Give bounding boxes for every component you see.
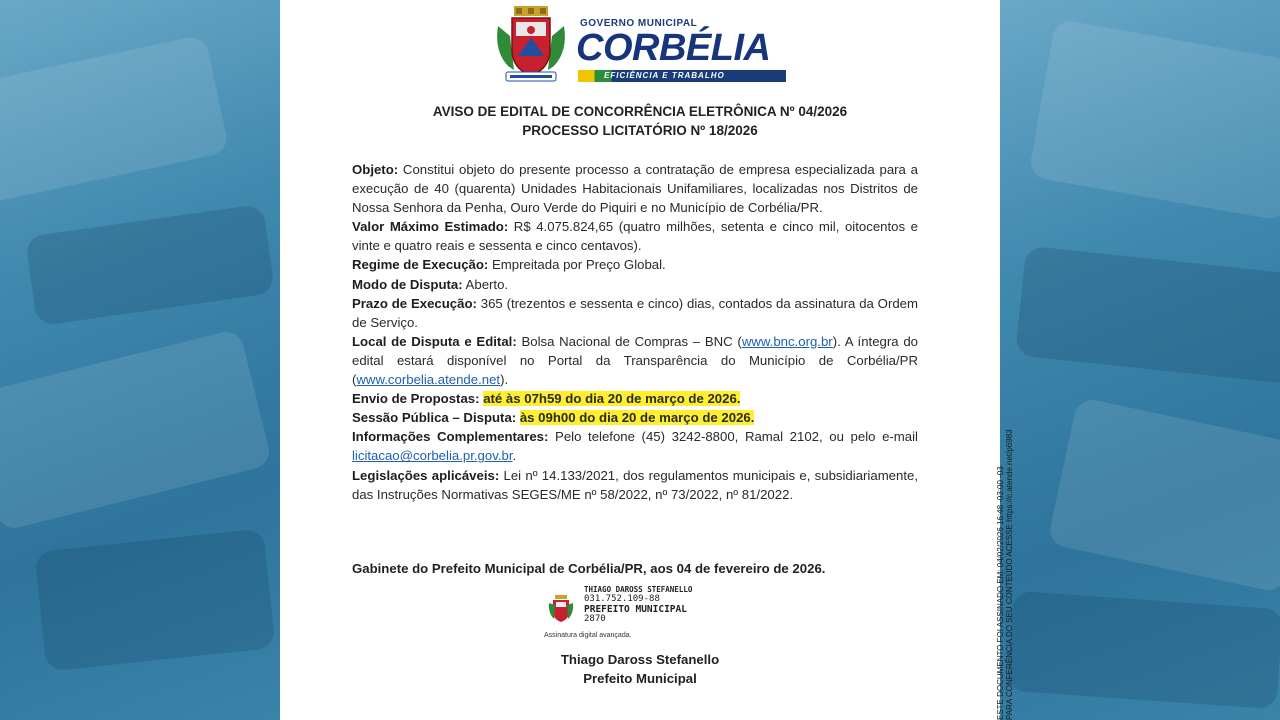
slogan-text: EFICIÊNCIA E TRABALHO [604, 71, 725, 80]
sessao-paragraph [352, 408, 918, 427]
sessao-label: Sessão Pública – Disputa: [352, 410, 517, 426]
closing-line: Gabinete do Prefeito Municipal de Corbélia/PR, aos 04 de fevereiro de 2026. [352, 561, 826, 576]
digital-signature-stamp [544, 585, 744, 645]
local-label: Local de Disputa e Edital: [352, 333, 517, 349]
valor-text: R$ 4.075.824,65 (quatro milhões, setenta e cinco mil, oitocentos e vinte e quatro reais e sessenta e cinco centavos). [352, 219, 918, 254]
email-link[interactable]: licitacao@corbelia.pr.gov.br [352, 448, 513, 464]
info-label: Informações Complementares: [352, 429, 549, 445]
edital-body [352, 160, 918, 504]
gov-label: GOVERNO MUNICIPAL [580, 18, 698, 29]
coat-of-arms-icon [494, 6, 568, 86]
info-end: . [512, 448, 517, 464]
objeto-text: Constitui objeto do presente processo a contratação de empresa especializada para a execução de 40 (quarenta) Unidades Habitacionais Unifamiliares, localizadas nos Distritos de Nossa Senhora da Penha, Ouro Verde do Piquiri e no Município de Corbélia/PR. [352, 162, 918, 216]
side-stamp-line-2: PARA CONFERÊNCIA DO SEU CONTEÚDO ACESSE https://c.atende.net/p6983 [1005, 429, 1014, 720]
regime-label: Regime de Execução: [352, 257, 489, 273]
background-right-panel [1000, 0, 1280, 720]
info-text: Pelo telefone (45) 3242-8800, Ramal 2102, ou pelo e-mail [548, 429, 918, 445]
modo-label: Modo de Disputa: [352, 276, 463, 292]
prazo-paragraph [352, 294, 918, 332]
objeto-paragraph [352, 160, 918, 217]
stamp-code: 2870 [584, 614, 606, 624]
process-title: PROCESSO LICITATÓRIO Nº 18/2026 [522, 123, 758, 138]
legislacao-paragraph [352, 466, 918, 504]
edital-title: AVISO DE EDITAL DE CONCORRÊNCIA ELETRÔNICA Nº 04/2026 [432, 104, 848, 119]
envio-highlight: até às 07h59 do dia 20 de março de 2026. [483, 391, 741, 407]
verification-side-stamp [996, 320, 1014, 720]
objeto-label: Objeto: [352, 162, 399, 177]
side-stamp-line-1: ESTE DOCUMENTO FOI ASSINADO EM: 04/02/2026 16:48 -03:00 -03 [996, 466, 1005, 720]
background-left-panel [0, 0, 280, 720]
modo-text: Aberto. [462, 276, 509, 292]
regime-paragraph [352, 255, 918, 274]
stamp-cpf: 031.752.109-88 [584, 594, 660, 604]
transparency-portal-link[interactable]: www.corbelia.atende.net [356, 372, 501, 388]
prazo-label: Prazo de Execução: [352, 295, 477, 311]
legislacao-label: Legislações aplicáveis: [352, 467, 500, 483]
modo-paragraph [352, 275, 918, 294]
stamp-crest-icon [548, 595, 574, 623]
stamp-role: PREFEITO MUNICIPAL [584, 604, 687, 615]
local-text-1: Bolsa Nacional de Compras – BNC ( [516, 333, 742, 349]
local-text-2: ). A íntegra do edital estará disponível no Portal da Transparência do Município de Corbélia/PR ( [352, 333, 918, 388]
valor-paragraph [352, 217, 918, 255]
edital-document [280, 0, 1000, 720]
signatory-role: Prefeito Municipal [583, 671, 697, 686]
stamp-name: THIAGO DAROSS STEFANELLO [584, 585, 693, 594]
valor-label: Valor Máximo Estimado: [352, 219, 509, 235]
prazo-text: 365 (trezentos e sessenta e cinco) dias, contados da assinatura da Ordem de Serviço. [352, 295, 918, 330]
envio-paragraph [352, 389, 918, 408]
signatory-name: Thiago Daross Stefanello [560, 652, 720, 667]
stamp-note: Assinatura digital avançada. [544, 632, 632, 639]
city-name: CORBÉLIA [576, 27, 771, 69]
info-paragraph [352, 427, 918, 465]
local-paragraph [352, 332, 918, 389]
regime-text: Empreitada por Preço Global. [488, 257, 666, 273]
legislacao-text: Lei nº 14.133/2021, dos regulamentos municipais e, subsidiariamente, das Instruções Normativas SEGES/ME nº 58/2022, nº 73/2022, nº 81/2022. [352, 467, 919, 502]
local-text-3: ). [500, 372, 509, 388]
sessao-highlight: às 09h00 do dia 20 de março de 2026. [519, 410, 755, 426]
bnc-link[interactable]: www.bnc.org.br [741, 333, 833, 349]
municipal-logo [494, 4, 794, 88]
envio-label: Envio de Propostas: [352, 391, 480, 407]
